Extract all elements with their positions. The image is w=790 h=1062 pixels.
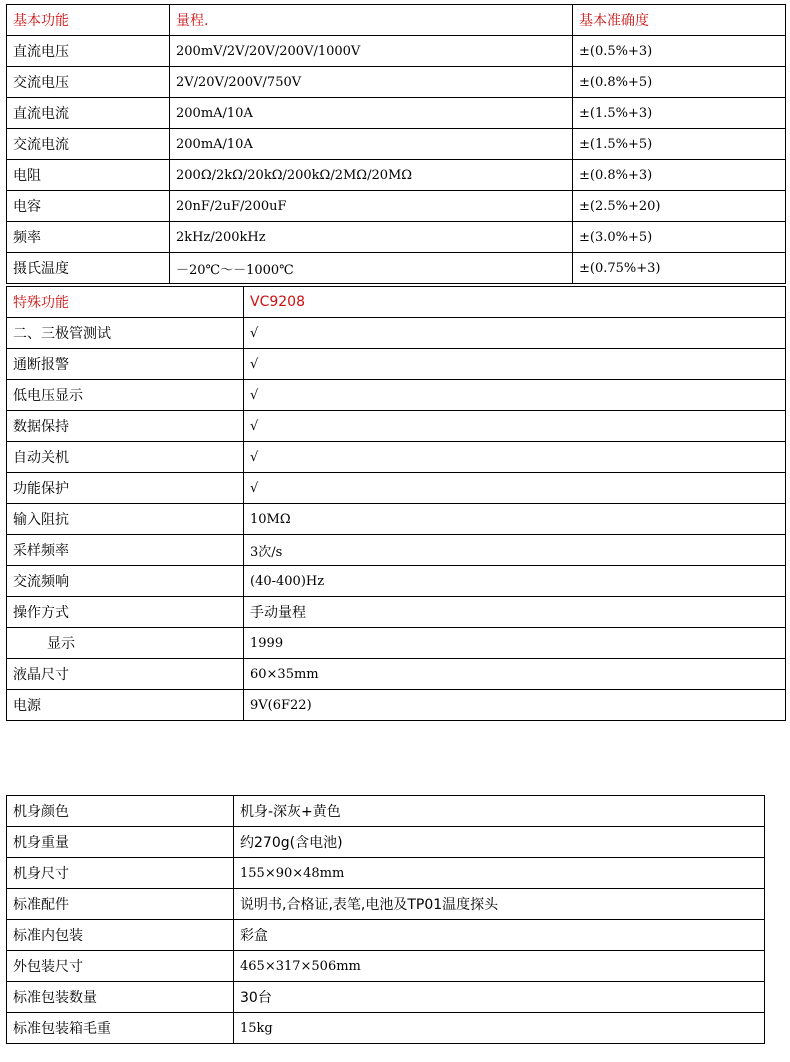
body-value: 彩盒: [234, 920, 765, 951]
special-function-table: [6, 286, 786, 721]
body-spec-table: [6, 795, 765, 1044]
function-cell: 摄氏温度: [7, 253, 170, 284]
table-row: [7, 504, 786, 535]
table-row: [7, 98, 786, 129]
function-cell: 频率: [7, 222, 170, 253]
accuracy-cell: ±(3.0%+5): [573, 222, 786, 253]
function-cell: 直流电压: [7, 36, 170, 67]
table-row: [7, 1013, 765, 1044]
body-value: 155×90×48mm: [234, 858, 765, 889]
function-cell: 电容: [7, 191, 170, 222]
feature-value: 60×35mm: [244, 659, 786, 690]
feature-value: √: [244, 318, 786, 349]
feature-value: √: [244, 349, 786, 380]
table-row: [7, 597, 786, 628]
table-row: [7, 796, 765, 827]
feature-value: 3次/s: [244, 535, 786, 566]
body-value: 约270g(含电池): [234, 827, 765, 858]
table-header-row: [7, 287, 786, 318]
table-row: [7, 442, 786, 473]
accuracy-cell: ±(1.5%+5): [573, 129, 786, 160]
body-label: 机身颜色: [7, 796, 234, 827]
feature-label: 液晶尺寸: [7, 659, 244, 690]
function-cell: 交流电流: [7, 129, 170, 160]
table-row: [7, 349, 786, 380]
header-accuracy: 基本准确度: [573, 5, 786, 36]
table-row: [7, 690, 786, 721]
table-row: [7, 318, 786, 349]
header-special-function: 特殊功能: [7, 287, 244, 318]
body-value: 15kg: [234, 1013, 765, 1044]
feature-label: 二、三极管测试: [7, 318, 244, 349]
function-cell: 交流电压: [7, 67, 170, 98]
feature-label: 采样频率: [7, 535, 244, 566]
table-header-row: [7, 5, 786, 36]
table-row: [7, 67, 786, 98]
accuracy-cell: ±(2.5%+20): [573, 191, 786, 222]
table-row: [7, 411, 786, 442]
feature-value: 10MΩ: [244, 504, 786, 535]
body-label: 外包装尺寸: [7, 951, 234, 982]
body-value: 465×317×506mm: [234, 951, 765, 982]
feature-value: √: [244, 380, 786, 411]
body-label: 标准包装箱毛重: [7, 1013, 234, 1044]
header-range: 量程.: [170, 5, 573, 36]
body-label: 标准内包装: [7, 920, 234, 951]
basic-function-table: [6, 4, 786, 284]
range-cell: 200Ω/2kΩ/20kΩ/200kΩ/2MΩ/20MΩ: [170, 160, 573, 191]
feature-value: 9V(6F22): [244, 690, 786, 721]
table-row: [7, 535, 786, 566]
table-row: [7, 380, 786, 411]
body-value: 说明书,合格证,表笔,电池及TP01温度探头: [234, 889, 765, 920]
table-row: [7, 858, 765, 889]
feature-label: 操作方式: [7, 597, 244, 628]
feature-value: 1999: [244, 628, 786, 659]
body-value: 机身-深灰+黄色: [234, 796, 765, 827]
feature-value: (40-400)Hz: [244, 566, 786, 597]
table-row: [7, 889, 765, 920]
range-cell: －20℃～－1000℃: [170, 253, 573, 284]
feature-value: √: [244, 473, 786, 504]
table-row: [7, 191, 786, 222]
feature-value: √: [244, 411, 786, 442]
feature-value: √: [244, 442, 786, 473]
range-cell: 2kHz/200kHz: [170, 222, 573, 253]
accuracy-cell: ±(0.75%+3): [573, 253, 786, 284]
table-row: [7, 659, 786, 690]
table-row: [7, 827, 765, 858]
feature-label: 交流频响: [7, 566, 244, 597]
accuracy-cell: ±(0.5%+3): [573, 36, 786, 67]
feature-label: 电源: [7, 690, 244, 721]
table-row: [7, 566, 786, 597]
table-row: [7, 160, 786, 191]
feature-label: 自动关机: [7, 442, 244, 473]
range-cell: 200mA/10A: [170, 129, 573, 160]
feature-label: 通断报警: [7, 349, 244, 380]
range-cell: 200mA/10A: [170, 98, 573, 129]
table-row: [7, 222, 786, 253]
function-cell: 直流电流: [7, 98, 170, 129]
feature-label: 输入阻抗: [7, 504, 244, 535]
table-row: [7, 628, 786, 659]
feature-label: 显示: [7, 628, 244, 659]
table-row: [7, 920, 765, 951]
accuracy-cell: ±(1.5%+3): [573, 98, 786, 129]
feature-label: 功能保护: [7, 473, 244, 504]
accuracy-cell: ±(0.8%+3): [573, 160, 786, 191]
header-model: VC9208: [244, 287, 786, 318]
function-cell: 电阻: [7, 160, 170, 191]
range-cell: 20nF/2uF/200uF: [170, 191, 573, 222]
table-row: [7, 36, 786, 67]
feature-label: 低电压显示: [7, 380, 244, 411]
table-row: [7, 253, 786, 284]
header-function: 基本功能: [7, 5, 170, 36]
range-cell: 200mV/2V/20V/200V/1000V: [170, 36, 573, 67]
table-row: [7, 473, 786, 504]
body-value: 30台: [234, 982, 765, 1013]
table-row: [7, 129, 786, 160]
body-label: 机身重量: [7, 827, 234, 858]
feature-label: 数据保持: [7, 411, 244, 442]
feature-value: 手动量程: [244, 597, 786, 628]
table-row: [7, 982, 765, 1013]
table-row: [7, 951, 765, 982]
accuracy-cell: ±(0.8%+5): [573, 67, 786, 98]
body-label: 机身尺寸: [7, 858, 234, 889]
body-label: 标准包装数量: [7, 982, 234, 1013]
range-cell: 2V/20V/200V/750V: [170, 67, 573, 98]
body-label: 标准配件: [7, 889, 234, 920]
